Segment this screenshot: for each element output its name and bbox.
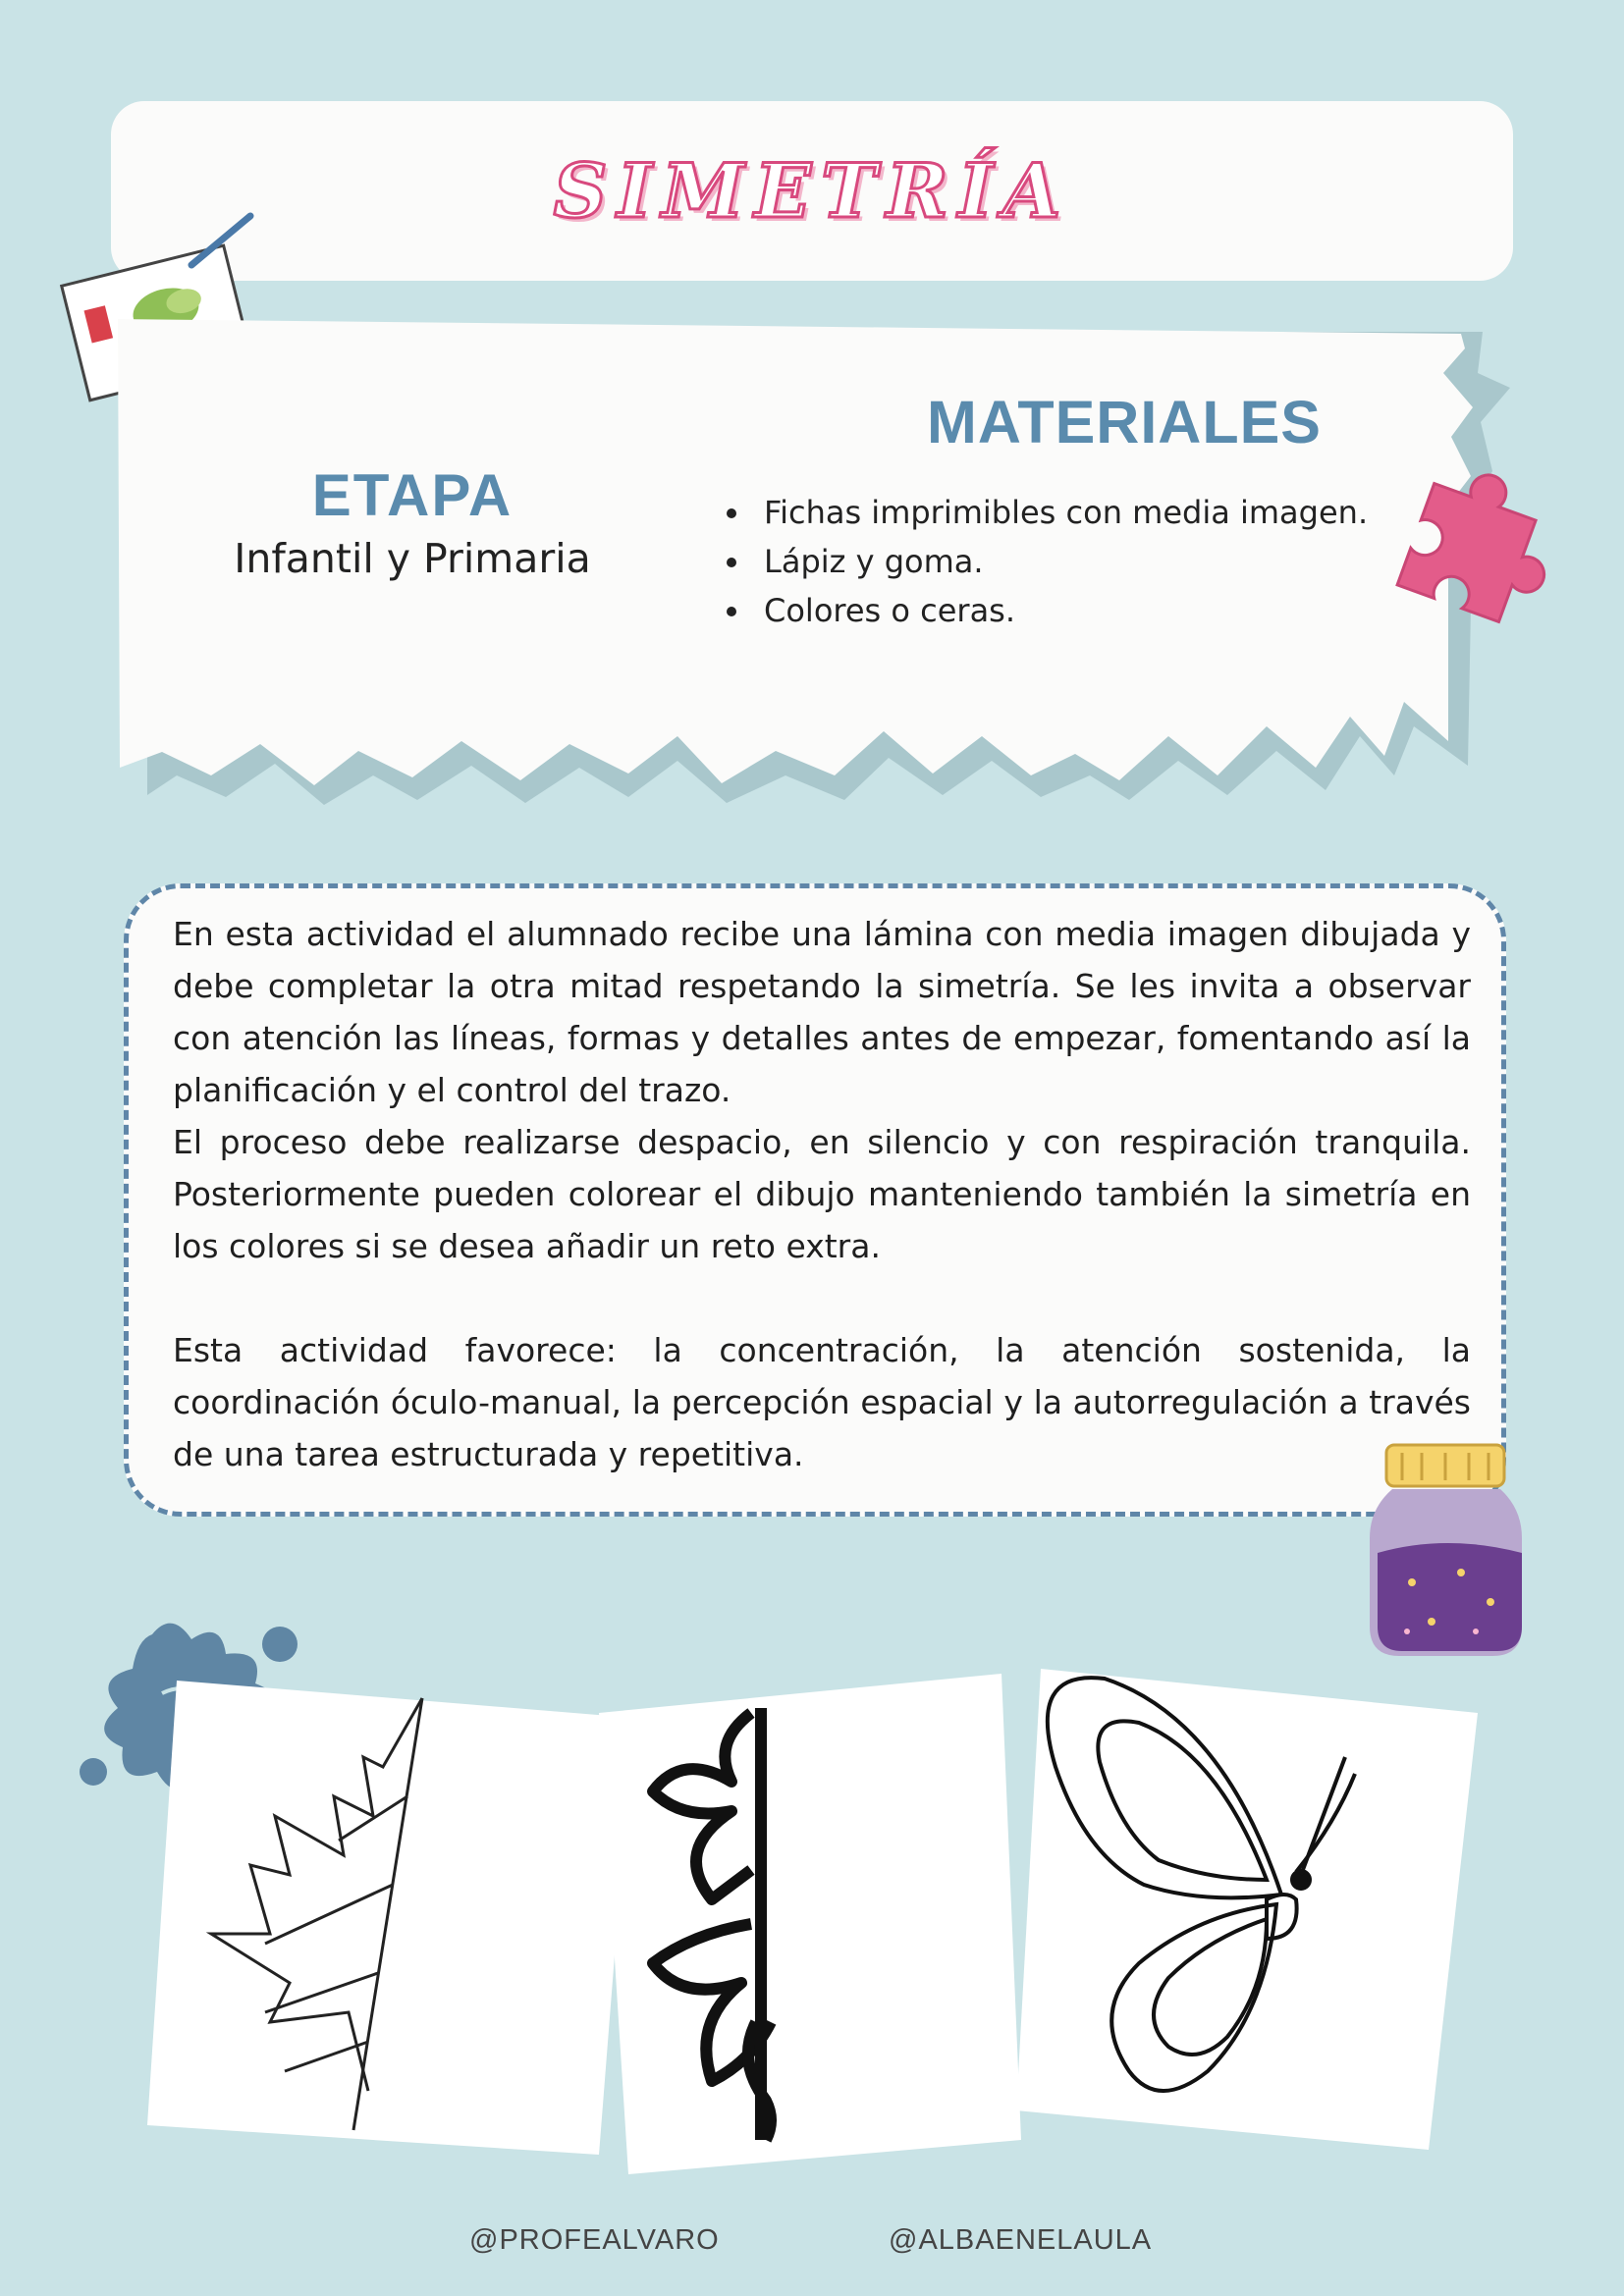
half-butterfly-worksheet: [1016, 1664, 1488, 2155]
title-banner: [111, 101, 1513, 281]
half-snowflake-worksheet: [589, 1669, 1021, 2179]
etapa-heading: ETAPA: [311, 462, 514, 528]
half-leaf-worksheet: [137, 1659, 648, 2169]
description-paragraph: Esta actividad favorece: la concentración, la atención sostenida, la coordinación óculo-manual, la percepción espacial y la autorregulación a través de una tarea estructurada y repetitiva.: [173, 1331, 1471, 1473]
footer-handle-left: @PROFEALVARO: [469, 2224, 720, 2256]
puzzle-piece-icon: [1375, 461, 1571, 638]
description-paragraph: El proceso debe realizarse despacio, en silencio y con respiración tranquila. Posteriormente pueden colorear el dibujo manteniendo también la simetría en los colores si se desea añadir un reto extra.: [173, 1123, 1471, 1265]
materiales-heading: MATERIALES: [927, 389, 1322, 455]
materiales-list: [717, 488, 1424, 635]
etapa-value: Infantil y Primaria: [234, 535, 591, 582]
list-item: Fichas imprimibles con media imagen.: [717, 488, 1424, 537]
glitter-jar-icon: [1353, 1435, 1540, 1671]
list-item: Colores o ceras.: [717, 586, 1424, 635]
page-title: SIMETRÍA: [553, 147, 1071, 235]
etapa-section: [196, 461, 628, 582]
list-item: Lápiz y goma.: [717, 537, 1424, 586]
description-text: [173, 908, 1471, 1480]
description-paragraph: En esta actividad el alumnado recibe una lámina con media imagen dibujada y debe completar la otra mitad respetando la simetría. Se les invita a observar con atención las líneas, formas y detalles antes de empezar, fomentando así la planificación y el control del trazo.: [173, 915, 1471, 1109]
footer-handle-right: @ALBAENELAULA: [889, 2224, 1153, 2256]
